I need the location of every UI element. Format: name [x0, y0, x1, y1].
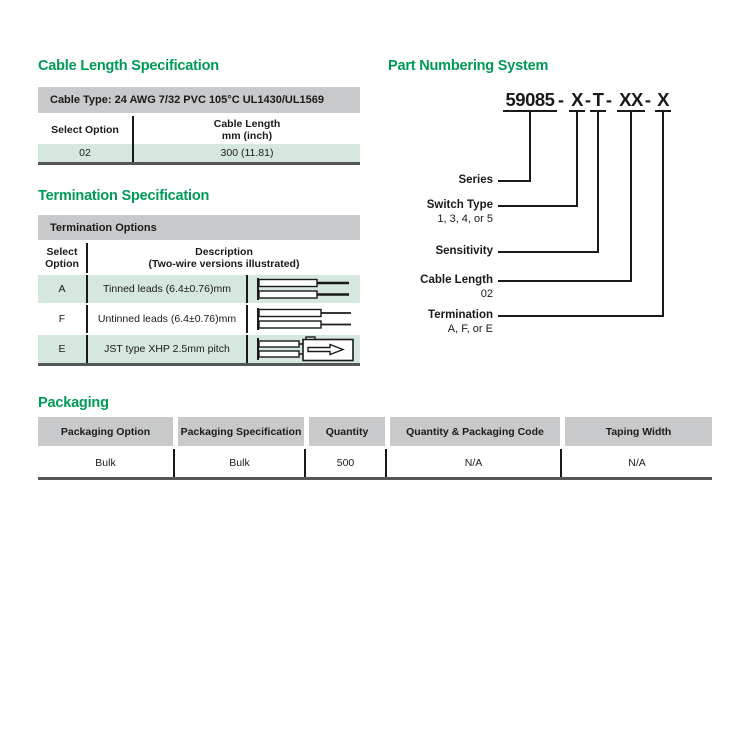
termination-row-a-description: Tinned leads (6.4±0.76)mm	[103, 283, 231, 295]
tinned-leads-illustration	[246, 275, 360, 303]
cable-col-select-option: Select Option	[38, 116, 134, 144]
termination-row-f-description: Untinned leads (6.4±0.76)mm	[97, 313, 237, 325]
label-cable-length: Cable Length	[420, 274, 493, 286]
part-segment-series: 59085	[503, 89, 557, 112]
part-numbering-title: Part Numbering System	[388, 58, 549, 74]
label-series: Series	[458, 174, 493, 186]
termination-options-header-bar: Termination Options	[38, 215, 360, 240]
label-cable-length-options: 02	[480, 288, 493, 300]
termination-row-e	[38, 335, 360, 363]
part-number-labels	[380, 0, 493, 340]
part-separator: -	[605, 89, 613, 110]
untinned-leads-illustration	[246, 305, 360, 333]
cable-table-row	[38, 144, 360, 162]
packaging-table-row	[38, 449, 712, 477]
cable-length-table	[38, 87, 360, 165]
part-separator: -	[644, 89, 652, 110]
termination-row-f	[38, 305, 360, 333]
part-separator: -	[584, 89, 592, 110]
packaging-row-taping-width: N/A	[560, 449, 712, 477]
label-termination-options: A, F, or E	[447, 323, 493, 335]
termination-table	[38, 215, 360, 366]
packaging-col-specification: Packaging Specification	[173, 417, 304, 446]
label-sensitivity: Sensitivity	[435, 245, 493, 257]
cable-row-length: 300 (11.81)	[220, 147, 274, 159]
label-switch-type: Switch Type	[426, 199, 493, 211]
termination-row-a-option: A	[38, 275, 88, 303]
termination-row-f-option: F	[38, 305, 88, 333]
packaging-col-qty-packaging-code: Quantity & Packaging Code	[385, 417, 560, 446]
cable-row-option: 02	[38, 144, 134, 162]
termination-col-description: Description (Two-wire versions illustrated)	[148, 245, 300, 270]
label-termination: Termination	[428, 309, 493, 321]
cable-table-column-headers	[38, 116, 360, 144]
part-segment-sensitivity: T	[590, 89, 606, 112]
packaging-row-quantity: 500	[304, 449, 385, 477]
packaging-row-qty-packaging-code: N/A	[385, 449, 560, 477]
packaging-row-option: Bulk	[38, 449, 173, 477]
jst-connector-illustration	[246, 335, 360, 363]
packaging-col-option: Packaging Option	[38, 417, 173, 446]
packaging-title: Packaging	[38, 395, 109, 411]
packaging-column-headers	[38, 417, 712, 446]
cable-type-header-bar: Cable Type: 24 AWG 7/32 PVC 105°C UL1430/UL1569	[38, 87, 360, 113]
part-segment-switch-type: X	[569, 89, 585, 112]
packaging-table	[38, 417, 712, 480]
termination-column-headers	[38, 243, 360, 273]
packaging-col-taping-width: Taping Width	[560, 417, 712, 446]
packaging-col-quantity: Quantity	[304, 417, 385, 446]
part-segment-termination: X	[655, 89, 671, 112]
packaging-row-specification: Bulk	[173, 449, 304, 477]
part-segment-cable-length: XX	[617, 89, 645, 112]
termination-row-a	[38, 275, 360, 303]
termination-spec-title: Termination Specification	[38, 188, 210, 204]
cable-col-cable-length: Cable Length mm (inch)	[213, 117, 281, 142]
termination-col-select-option: Select Option	[38, 243, 88, 273]
part-separator: -	[557, 89, 565, 110]
termination-row-e-option: E	[38, 335, 88, 363]
label-switch-type-options: 1, 3, 4, or 5	[437, 213, 493, 225]
cable-length-spec-title: Cable Length Specification	[38, 58, 219, 74]
termination-row-e-description: JST type XHP 2.5mm pitch	[104, 343, 230, 355]
